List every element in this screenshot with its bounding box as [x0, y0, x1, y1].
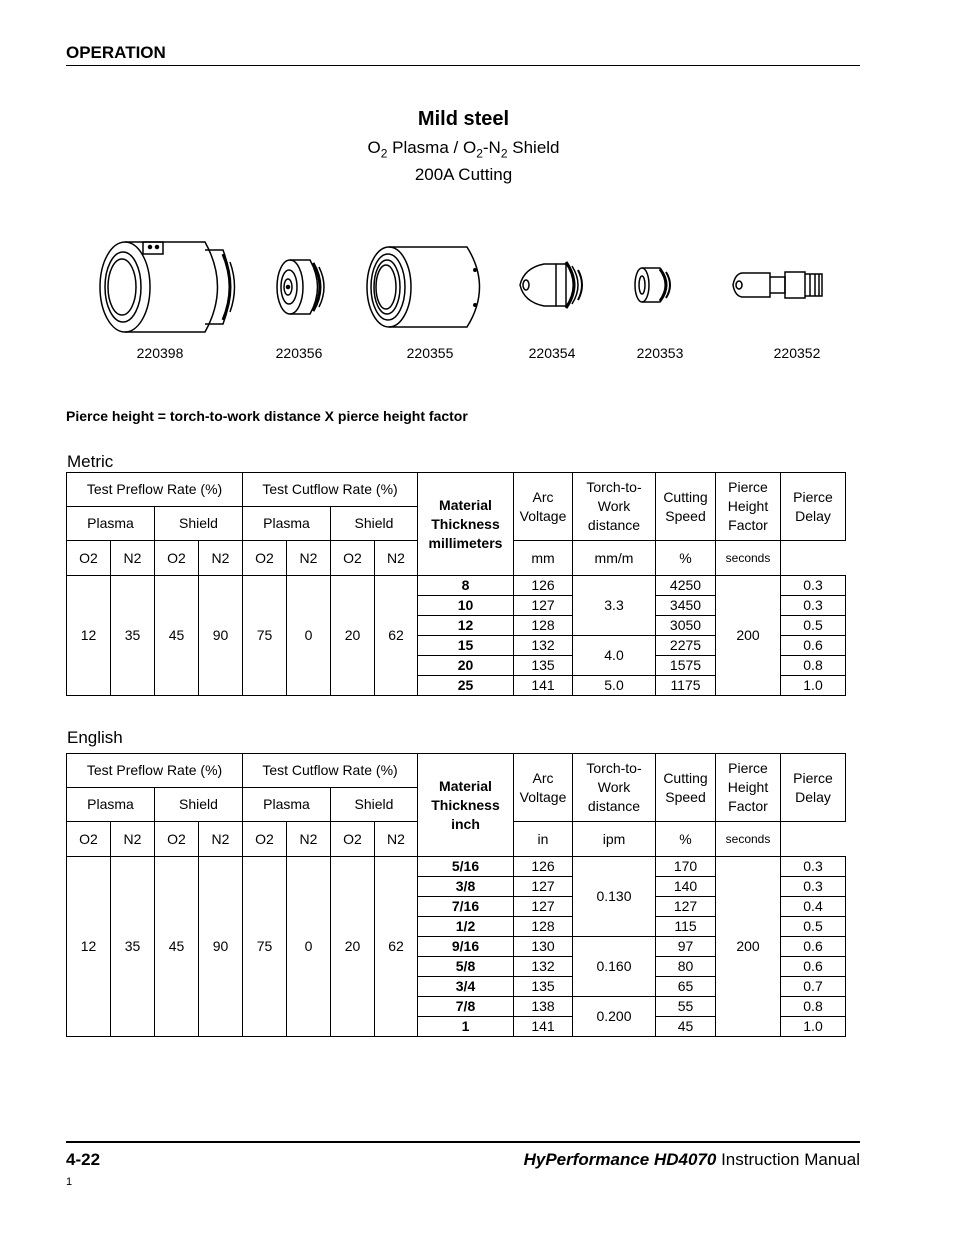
unit-header: mm	[514, 541, 573, 576]
amperage-subtitle: 200A Cutting	[414, 165, 513, 184]
unit-header: %	[656, 822, 716, 857]
arc-voltage-cell: 135	[514, 656, 573, 676]
arc-voltage-cell: 138	[514, 997, 573, 1017]
thickness-cell: 7/16	[418, 897, 514, 917]
pierce-height-factor-header: Pierce Height Factor	[716, 473, 781, 541]
gas-header: N2	[111, 822, 155, 857]
thickness-cell: 1/2	[418, 917, 514, 937]
header-rule	[66, 65, 860, 66]
flow-cell: 45	[155, 576, 199, 696]
page-number: 4-22	[66, 1150, 101, 1169]
cutting-speed-cell: 65	[656, 977, 716, 997]
cutting-speed-cell: 1575	[656, 656, 716, 676]
thickness-cell: 7/8	[418, 997, 514, 1017]
part-number-label: 220352	[773, 345, 821, 361]
arc-voltage-cell: 132	[514, 636, 573, 656]
product-name: HyPerformance HD4070	[523, 1150, 717, 1169]
pierce-height-note: Pierce height = torch-to-work distance X pierce height factor	[66, 408, 468, 424]
unit-header: seconds	[716, 822, 781, 857]
flow-cell: 12	[67, 857, 111, 1037]
arc-voltage-cell: 126	[514, 576, 573, 596]
pierce-delay-cell: 0.4	[781, 897, 846, 917]
arc-voltage-cell: 126	[514, 857, 573, 877]
cutting-speed-cell: 115	[656, 917, 716, 937]
arc-voltage-cell: 135	[514, 977, 573, 997]
plasma-header: Plasma	[67, 507, 155, 541]
cutting-speed-cell: 45	[656, 1017, 716, 1037]
unit-header: seconds	[716, 541, 781, 576]
part-number-label: 220398	[136, 345, 184, 361]
cutflow-header: Test Cutflow Rate (%)	[243, 754, 418, 788]
torch-distance-cell: 0.130	[573, 857, 656, 937]
thickness-cell: 8	[418, 576, 514, 596]
cutting-speed-cell: 1175	[656, 676, 716, 696]
flow-cell: 35	[111, 576, 155, 696]
arc-voltage-cell: 127	[514, 877, 573, 897]
gas-header: O2	[243, 822, 287, 857]
section-title: OPERATION	[66, 43, 166, 62]
gas-header: N2	[199, 822, 243, 857]
torch-distance-cell: 4.0	[573, 636, 656, 676]
part-number-label: 220356	[275, 345, 323, 361]
thickness-cell: 25	[418, 676, 514, 696]
shield-header: Shield	[331, 788, 418, 822]
cutting-speed-header: Cutting Speed	[656, 473, 716, 541]
manual-label: Instruction Manual	[716, 1150, 860, 1169]
flow-cell: 0	[287, 857, 331, 1037]
pierce-delay-cell: 1.0	[781, 676, 846, 696]
gas-header: N2	[375, 541, 418, 576]
gas-header: O2	[155, 822, 199, 857]
unit-header: mm/m	[573, 541, 656, 576]
flow-cell: 45	[155, 857, 199, 1037]
revision-footnote: 1	[66, 1176, 73, 1188]
material-thickness-header: Material Thickness inch	[418, 754, 514, 857]
retaining-cap-illustration	[362, 240, 492, 335]
cutting-speed-cell: 127	[656, 897, 716, 917]
preflow-header: Test Preflow Rate (%)	[67, 754, 243, 788]
cutting-speed-cell: 80	[656, 957, 716, 977]
plasma-header: Plasma	[243, 788, 331, 822]
pierce-factor-cell: 200	[716, 857, 781, 1037]
gas-header: N2	[287, 822, 331, 857]
flow-cell: 75	[243, 857, 287, 1037]
preflow-header: Test Preflow Rate (%)	[67, 473, 243, 507]
page-title: Mild steel	[417, 108, 510, 130]
gas-header: N2	[199, 541, 243, 576]
pierce-delay-cell: 0.5	[781, 917, 846, 937]
torch-distance-cell: 3.3	[573, 576, 656, 636]
thickness-cell: 5/8	[418, 957, 514, 977]
thickness-cell: 12	[418, 616, 514, 636]
torch-to-work-header: Torch-to-Work distance	[573, 754, 656, 822]
gas-header: N2	[375, 822, 418, 857]
arc-voltage-cell: 130	[514, 937, 573, 957]
arc-voltage-cell: 132	[514, 957, 573, 977]
swirl-ring-illustration	[632, 263, 677, 308]
cutting-speed-cell: 55	[656, 997, 716, 1017]
unit-header: in	[514, 822, 573, 857]
flow-cell: 20	[331, 857, 375, 1037]
pierce-delay-cell: 0.3	[781, 576, 846, 596]
pierce-delay-cell: 0.3	[781, 877, 846, 897]
thickness-cell: 3/8	[418, 877, 514, 897]
thickness-cell: 5/16	[418, 857, 514, 877]
torch-to-work-header: Torch-to-Work distance	[573, 473, 656, 541]
cutting-speed-header: Cutting Speed	[656, 754, 716, 822]
footer-rule	[66, 1141, 860, 1143]
plasma-header: Plasma	[67, 788, 155, 822]
flow-cell: 75	[243, 576, 287, 696]
cutting-speed-cell: 3450	[656, 596, 716, 616]
cutting-speed-cell: 2275	[656, 636, 716, 656]
pierce-height-factor-header: Pierce Height Factor	[716, 754, 781, 822]
arc-voltage-cell: 128	[514, 616, 573, 636]
cutting-speed-cell: 170	[656, 857, 716, 877]
process-subtitle: $O_2$ Plasma / $O_2-N_2$ Shield	[367, 138, 560, 161]
cutting-speed-cell: 97	[656, 937, 716, 957]
pierce-delay-cell: 1.0	[781, 1017, 846, 1037]
shield-part-illustration	[95, 232, 245, 342]
flow-cell: 62	[375, 576, 418, 696]
gas-header: O2	[331, 822, 375, 857]
arc-voltage-cell: 127	[514, 897, 573, 917]
unit-header: ipm	[573, 822, 656, 857]
english-table-label: English	[67, 728, 123, 747]
gas-header: O2	[67, 541, 111, 576]
arc-voltage-header: Arc Voltage	[514, 473, 573, 541]
gas-header: N2	[287, 541, 331, 576]
nozzle-illustration	[516, 258, 586, 313]
shield-header: Shield	[155, 507, 243, 541]
arc-voltage-cell: 141	[514, 1017, 573, 1037]
electrode-illustration	[730, 266, 825, 304]
flow-cell: 90	[199, 576, 243, 696]
pierce-delay-header: Pierce Delay	[781, 473, 846, 541]
plasma-header: Plasma	[243, 507, 331, 541]
arc-voltage-cell: 128	[514, 917, 573, 937]
pierce-delay-cell: 0.6	[781, 957, 846, 977]
part-number-label: 220354	[528, 345, 576, 361]
thickness-cell: 15	[418, 636, 514, 656]
gas-header: O2	[331, 541, 375, 576]
thickness-cell: 10	[418, 596, 514, 616]
gas-header: O2	[67, 822, 111, 857]
torch-distance-cell: 0.160	[573, 937, 656, 997]
gas-header: O2	[243, 541, 287, 576]
pierce-factor-cell: 200	[716, 576, 781, 696]
torch-distance-cell: 5.0	[573, 676, 656, 696]
pierce-delay-cell: 0.7	[781, 977, 846, 997]
torch-distance-cell: 0.200	[573, 997, 656, 1037]
unit-header: %	[656, 541, 716, 576]
flow-cell: 20	[331, 576, 375, 696]
part-number-label: 220355	[406, 345, 454, 361]
arc-voltage-cell: 141	[514, 676, 573, 696]
metric-table-label: Metric	[67, 452, 114, 471]
part-number-label: 220353	[636, 345, 684, 361]
thickness-cell: 9/16	[418, 937, 514, 957]
cutting-speed-cell: 140	[656, 877, 716, 897]
cutting-speed-cell: 4250	[656, 576, 716, 596]
arc-voltage-header: Arc Voltage	[514, 754, 573, 822]
cutflow-header: Test Cutflow Rate (%)	[243, 473, 418, 507]
thickness-cell: 1	[418, 1017, 514, 1037]
pierce-delay-cell: 0.3	[781, 596, 846, 616]
thickness-cell: 3/4	[418, 977, 514, 997]
gas-header: N2	[111, 541, 155, 576]
pierce-delay-cell: 0.3	[781, 857, 846, 877]
english-process-table	[66, 753, 846, 1037]
material-thickness-header: Material Thickness millimeters	[418, 473, 514, 576]
metric-process-table	[66, 472, 846, 696]
flow-cell: 90	[199, 857, 243, 1037]
thickness-cell: 20	[418, 656, 514, 676]
flow-cell: 12	[67, 576, 111, 696]
manual-title	[524, 1150, 860, 1170]
flow-cell: 62	[375, 857, 418, 1037]
cutting-speed-cell: 3050	[656, 616, 716, 636]
pierce-delay-cell: 0.8	[781, 656, 846, 676]
shield-header: Shield	[331, 507, 418, 541]
pierce-delay-cell: 0.5	[781, 616, 846, 636]
flow-cell: 0	[287, 576, 331, 696]
pierce-delay-header: Pierce Delay	[781, 754, 846, 822]
nozzle-retaining-cap-illustration	[275, 255, 330, 320]
flow-cell: 35	[111, 857, 155, 1037]
arc-voltage-cell: 127	[514, 596, 573, 616]
pierce-delay-cell: 0.6	[781, 636, 846, 656]
gas-header: O2	[155, 541, 199, 576]
pierce-delay-cell: 0.6	[781, 937, 846, 957]
pierce-delay-cell: 0.8	[781, 997, 846, 1017]
shield-header: Shield	[155, 788, 243, 822]
